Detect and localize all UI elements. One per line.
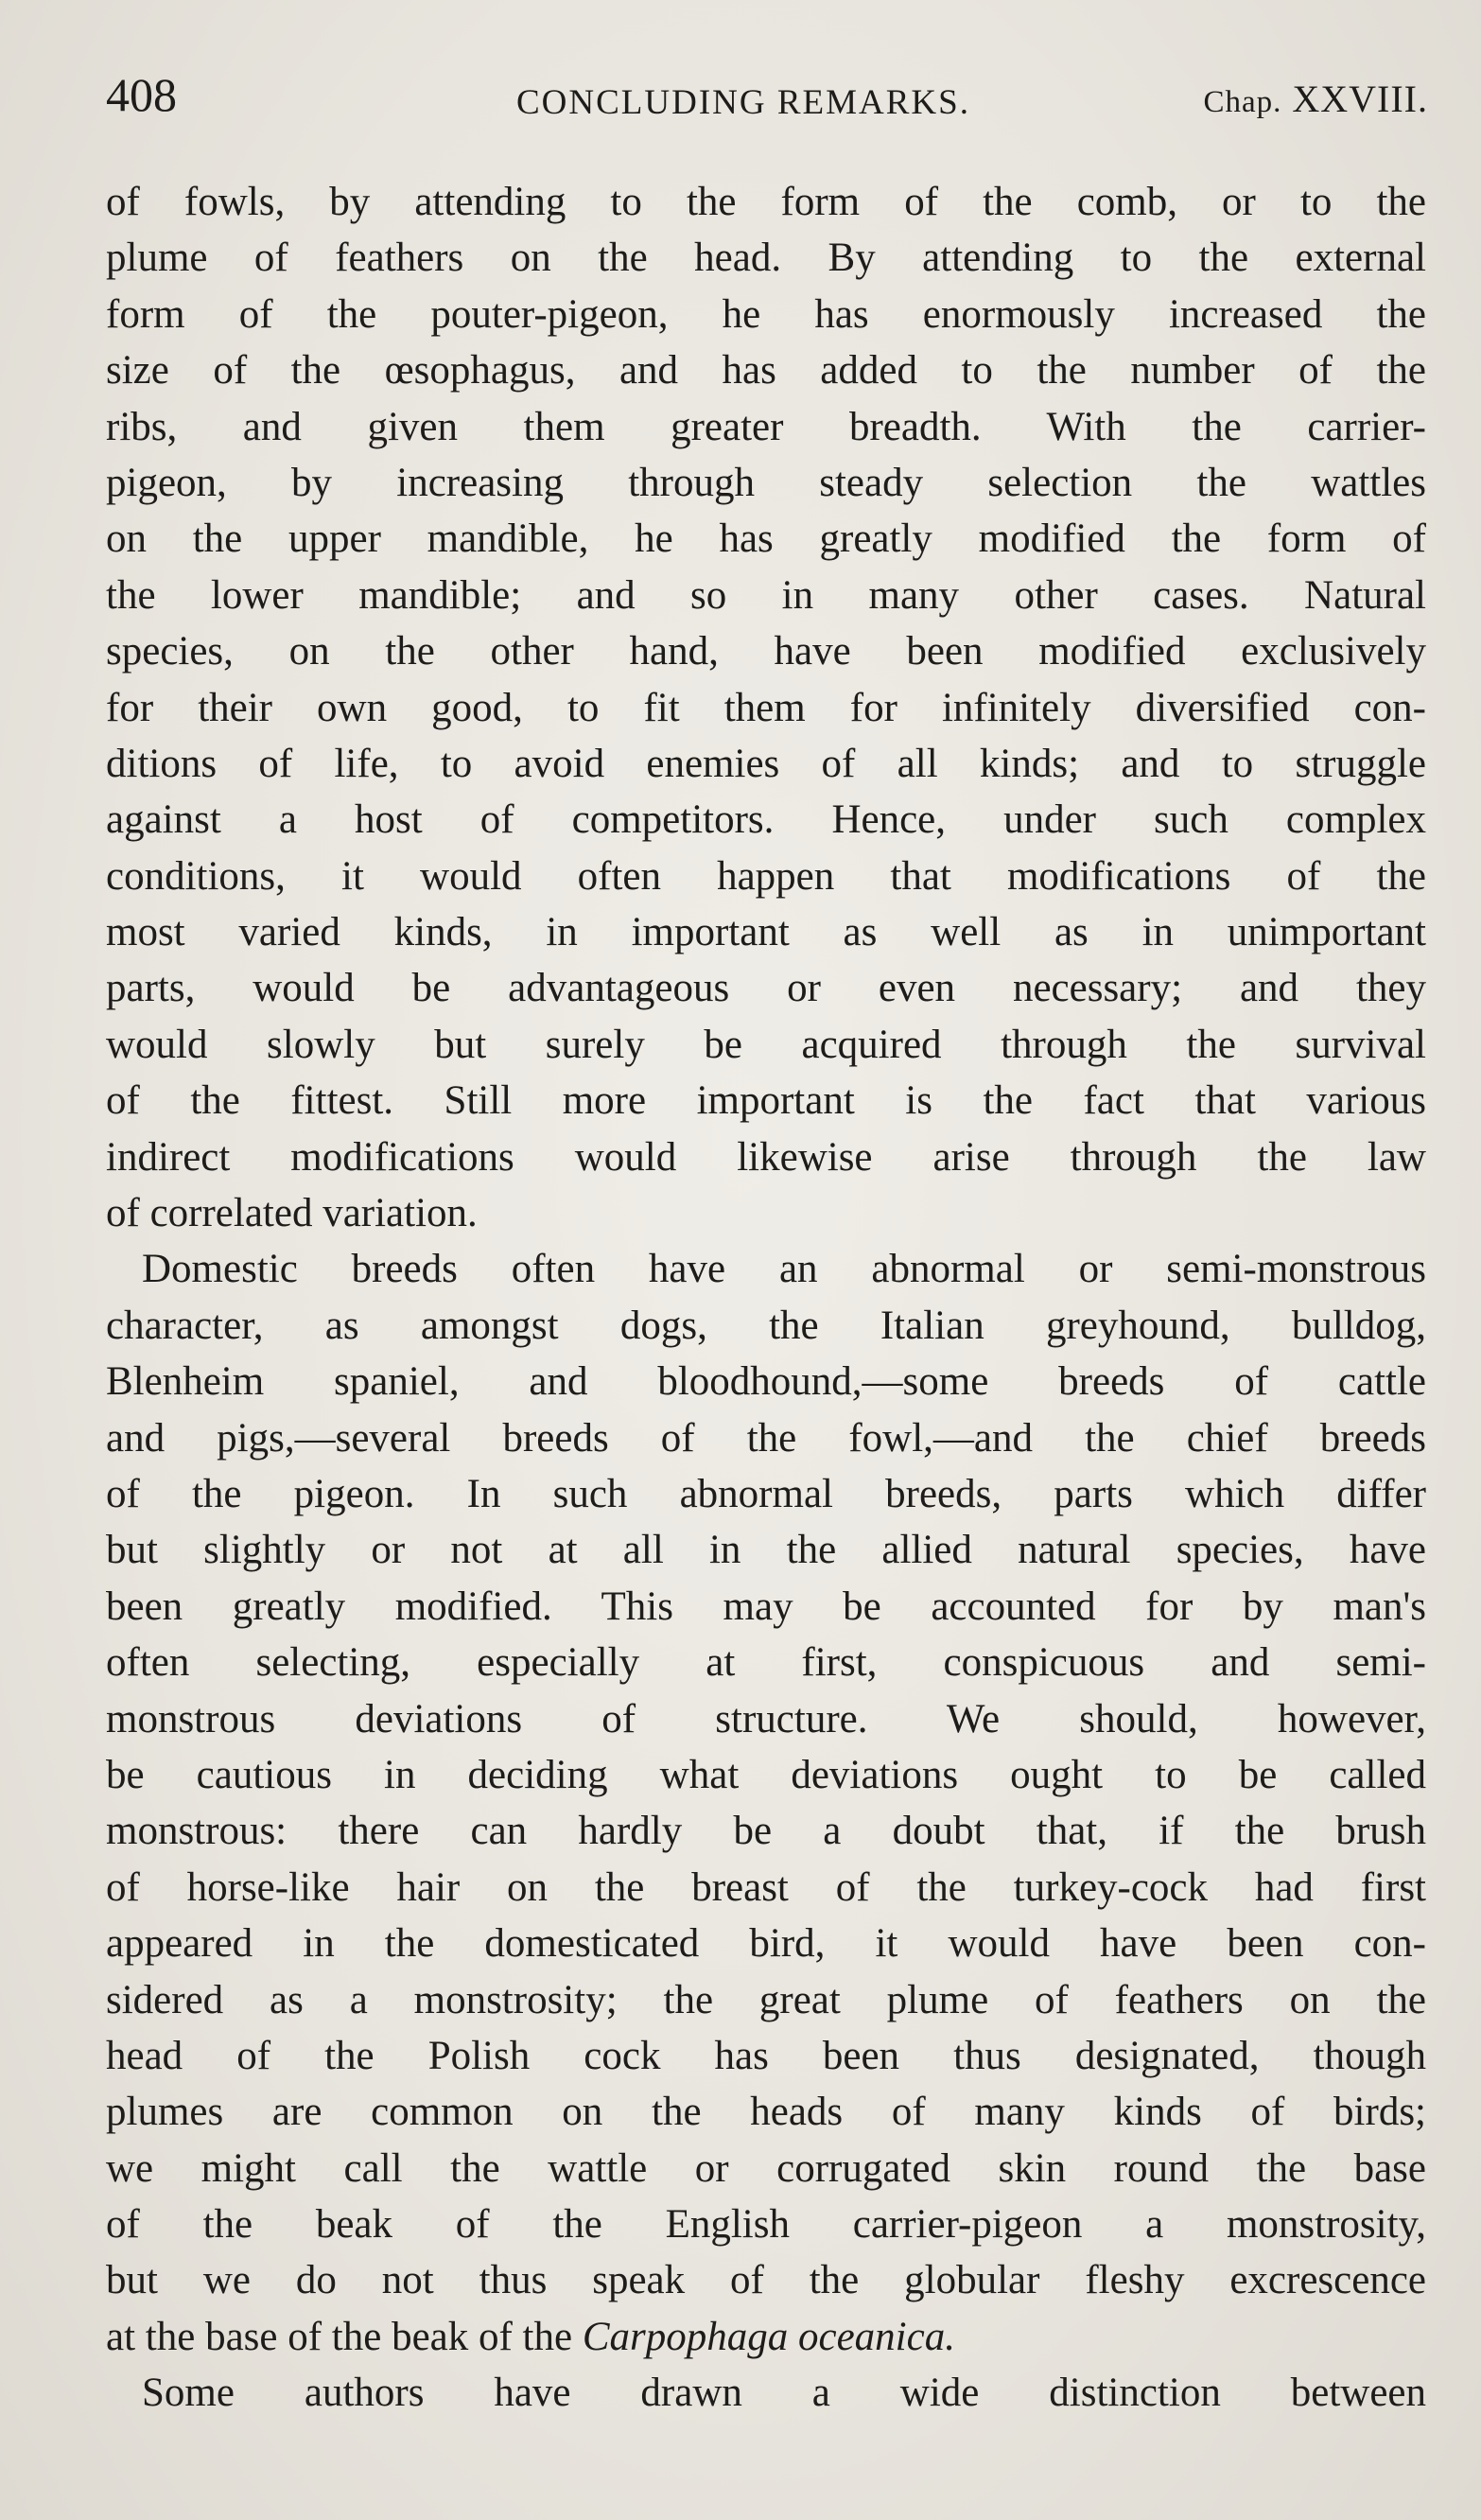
text-line: ribs, and given them greater breadth. With the carrier- xyxy=(106,404,1426,449)
text-line: of the fittest. Still more important is the fact that various xyxy=(106,1078,1426,1124)
text-line: monstrous deviations of structure. We should, however, xyxy=(106,1696,1426,1741)
text-line: the lower mandible; and so in many other cases. Natural xyxy=(106,572,1426,618)
text-line: plume of feathers on the head. By attending to the external xyxy=(106,236,1426,281)
page-header xyxy=(106,66,1428,132)
running-title: CONCLUDING REMARKS. xyxy=(516,83,970,122)
text-line: Blenheim spaniel, and bloodhound,—some breeds of cattle xyxy=(106,1359,1426,1405)
text-line: pigeon, by increasing through steady selection the wattles xyxy=(106,460,1426,505)
text-line: of horse-like hair on the breast of the turkey-cock had first xyxy=(106,1864,1426,1910)
text-line: would slowly but surely be acquired through the survival xyxy=(106,1022,1426,1067)
text-line: parts, would be advantageous or even necessary; and they xyxy=(106,966,1426,1011)
text-line: be cautious in deciding what deviations ought to be called xyxy=(106,1752,1426,1797)
text-line: plumes are common on the heads of many kinds of birds; xyxy=(106,2090,1426,2135)
text-line: of correlated variation. xyxy=(106,1191,478,1236)
text-line: for their own good, to fit them for infinitely diversified con- xyxy=(106,685,1426,730)
text-line: of the beak of the English carrier-pigeon a monstrosity, xyxy=(106,2202,1426,2248)
text-line: on the upper mandible, he has greatly modified the form of xyxy=(106,516,1426,562)
text-line: but we do not thus speak of the globular fleshy excrescence xyxy=(106,2258,1426,2303)
text-line: against a host of competitors. Hence, under such complex xyxy=(106,797,1426,843)
text-line: often selecting, especially at first, conspicuous and semi- xyxy=(106,1640,1426,1686)
text-line: been greatly modified. This may be accounted for by man's xyxy=(106,1584,1426,1629)
text-line: ditions of life, to avoid enemies of all kinds; and to struggle xyxy=(106,741,1426,786)
text-line: Some authors have drawn a wide distinction between xyxy=(142,2371,1426,2416)
chapter-number: XXVIII. xyxy=(1292,78,1428,120)
text-line: but slightly or not at all in the allied natural species, have xyxy=(106,1528,1426,1573)
chapter-label xyxy=(1203,76,1428,126)
text-line: of fowls, by attending to the form of the comb, or to the xyxy=(106,180,1426,224)
text-line: sidered as a monstrosity; the great plume of feathers on the xyxy=(106,1977,1426,2022)
text-line: head of the Polish cock has been thus designated, though xyxy=(106,2033,1426,2078)
text-line-roman: at the base of the beak of the xyxy=(106,2314,583,2359)
body-text xyxy=(106,174,1426,2422)
text-line: most varied kinds, in important as well as in unimportant xyxy=(106,910,1426,955)
chapter-word: Chap. xyxy=(1203,85,1282,119)
text-line: form of the pouter-pigeon, he has enormously increased the xyxy=(106,291,1426,337)
text-line: monstrous: there can hardly be a doubt that, if the brush xyxy=(106,1809,1426,1854)
text-line: of the pigeon. In such abnormal breeds, parts which differ xyxy=(106,1471,1426,1516)
species-name-italic: Carpophaga oceanica. xyxy=(582,2314,955,2359)
text-line: character, as amongst dogs, the Italian greyhound, bulldog, xyxy=(106,1303,1426,1348)
text-line: appeared in the domesticated bird, it would have been con- xyxy=(106,1921,1426,1967)
text-line: and pigs,—several breeds of the fowl,—and the chief breeds xyxy=(106,1415,1426,1461)
text-line: we might call the wattle or corrugated skin round the base xyxy=(106,2145,1426,2191)
text-line: indirect modifications would likewise arise through the law xyxy=(106,1134,1426,1180)
page-number: 408 xyxy=(106,68,177,121)
text-line: Domestic breeds often have an abnormal or semi-monstrous xyxy=(142,1247,1426,1292)
text-line: species, on the other hand, have been modified exclusively xyxy=(106,629,1426,674)
text-line: size of the œsophagus, and has added to the number of the xyxy=(106,348,1426,394)
text-line xyxy=(106,2309,1426,2365)
text-line: conditions, it would often happen that modifications of the xyxy=(106,853,1426,899)
